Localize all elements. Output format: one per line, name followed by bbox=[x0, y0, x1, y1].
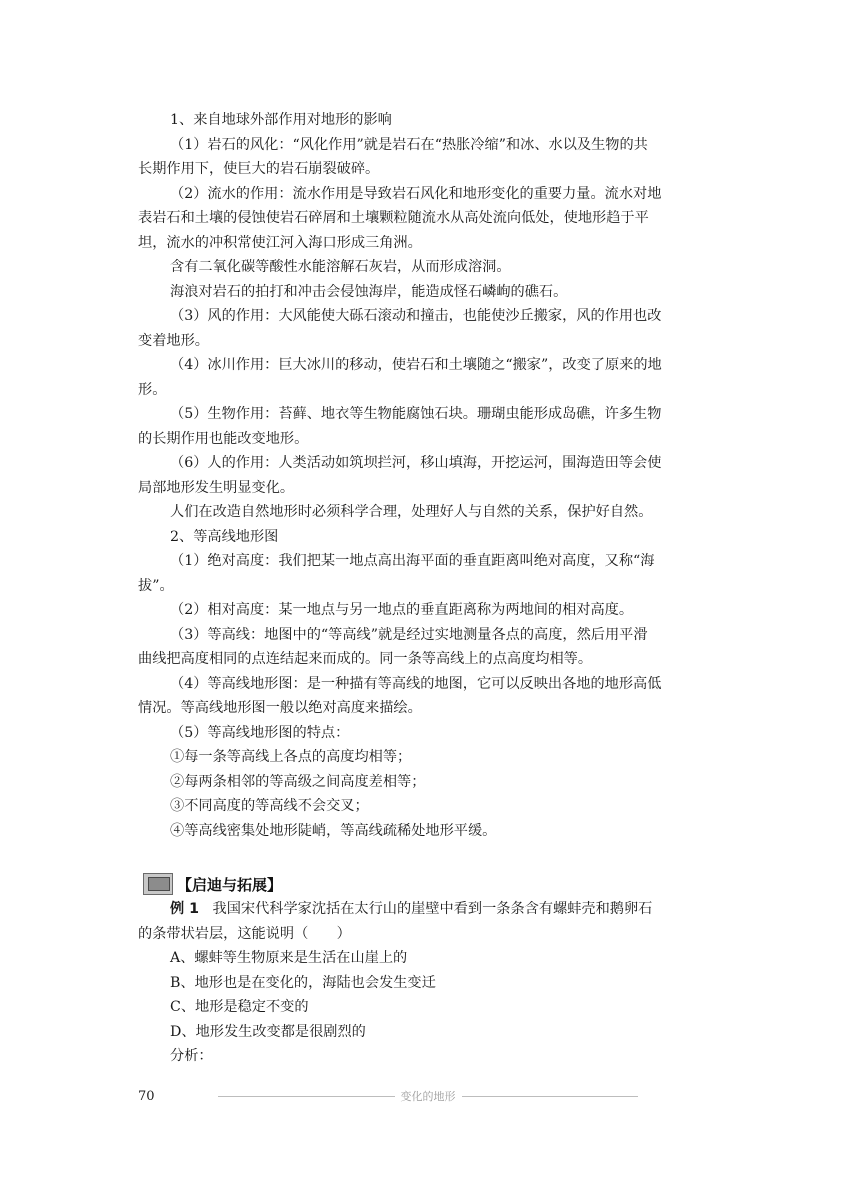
body-line: （4）等高线地形图：是一种描有等高线的地图，它可以反映出各地的地形高低 bbox=[170, 675, 662, 692]
example-question-line-2: 的条带状岩层，这能说明（ ） bbox=[138, 925, 351, 942]
example-block bbox=[138, 897, 698, 1069]
body-line: （1）绝对高度：我们把某一地点高出海平面的垂直距离叫绝对高度，又称“海 bbox=[170, 553, 655, 569]
body-line: ④等高线密集处地形陡峭，等高线疏稀处地形平缓。 bbox=[170, 822, 497, 839]
body-line: （6）人的作用：人类活动如筑坝拦河，移山填海，开挖运河，围海造田等会使 bbox=[170, 455, 662, 471]
option-a: A、螺蚌等生物原来是生活在山崖上的 bbox=[170, 950, 408, 966]
section-header bbox=[143, 872, 282, 896]
footer-rule-right bbox=[462, 1096, 639, 1097]
footer-rule-left bbox=[218, 1096, 395, 1097]
body-line: （4）冰川作用：巨大冰川的移动，使岩石和土壤随之“搬家”，改变了原来的地 bbox=[170, 357, 662, 373]
body-line: 长期作用下，使巨大的岩石崩裂破碎。 bbox=[138, 161, 380, 177]
body-line: 含有二氧化碳等酸性水能溶解石灰岩，从而形成溶洞。 bbox=[170, 259, 511, 275]
option-d: D、地形发生改变都是很剧烈的 bbox=[170, 1023, 366, 1040]
body-line: 拔”。 bbox=[138, 577, 174, 594]
body-line: 表岩石和土壤的侵蚀使岩石碎屑和土壤颗粒随流水从高处流向低处，使地形趋于平 bbox=[138, 210, 649, 226]
page-footer bbox=[138, 1086, 638, 1106]
body-line: （1）岩石的风化：“风化作用”就是岩石在“热胀冷缩”和冰、水以及生物的共 bbox=[170, 136, 648, 153]
example-label: 例 1 bbox=[170, 901, 199, 917]
body-line: ①每一条等高线上各点的高度均相等； bbox=[170, 749, 412, 765]
body-line: （2）流水的作用：流水作用是导致岩石风化和地形变化的重要力量。流水对地 bbox=[170, 185, 662, 202]
body-line: （5）等高线地形图的特点： bbox=[170, 724, 350, 741]
example-question-text: 我国宋代科学家沈括在太行山的崖壁中看到一条条含有螺蚌壳和鹅卵石 bbox=[212, 901, 653, 917]
analysis-label: 分析： bbox=[170, 1048, 213, 1064]
example-question-line-1 bbox=[138, 897, 698, 922]
page-number: 70 bbox=[138, 1088, 155, 1104]
body-line: 变着地形。 bbox=[138, 332, 209, 349]
body-line: ③不同高度的等高线不会交叉； bbox=[170, 798, 369, 814]
option-c: C、地形是稳定不变的 bbox=[170, 999, 309, 1015]
body-line: 1、来自地球外部作用对地形的影响 bbox=[170, 112, 392, 128]
body-line: 2、等高线地形图 bbox=[170, 528, 279, 545]
body-text bbox=[138, 108, 698, 843]
body-line: ②每两条相邻的等高级之间高度差相等； bbox=[170, 773, 426, 790]
body-line: （2）相对高度：某一地点与另一地点的垂直距离称为两地间的相对高度。 bbox=[170, 602, 634, 618]
chapter-title: 变化的地形 bbox=[400, 1090, 456, 1103]
body-line: 人们在改造自然地形时必须科学合理，处理好人与自然的关系，保护好自然。 bbox=[170, 504, 653, 520]
section-title: 【启迪与拓展】 bbox=[177, 875, 283, 894]
body-line: （3）等高线：地图中的“等高线”就是经过实地测量各点的高度，然后用平滑 bbox=[170, 626, 648, 643]
body-line: （3）风的作用：大风能使大砾石滚动和撞击，也能使沙丘搬家，风的作用也改 bbox=[170, 308, 662, 324]
body-line: 局部地形发生明显变化。 bbox=[138, 479, 295, 496]
body-line: （5）生物作用：苔藓、地衣等生物能腐蚀石块。珊瑚虫能形成岛礁，许多生物 bbox=[170, 406, 662, 422]
folder-icon bbox=[143, 873, 173, 895]
body-line: 曲线把高度相同的点连结起来而成的。同一条等高线上的点高度均相等。 bbox=[138, 651, 593, 667]
body-line: 海浪对岩石的拍打和冲击会侵蚀海岸，能造成怪石嶙峋的礁石。 bbox=[170, 283, 568, 300]
body-line: 坦，流水的冲积常使江河入海口形成三角洲。 bbox=[138, 234, 422, 251]
body-line: 形。 bbox=[138, 381, 167, 398]
body-line: 情况。等高线地形图一般以绝对高度来描绘。 bbox=[138, 700, 422, 716]
body-line: 的长期作用也能改变地形。 bbox=[138, 430, 309, 447]
option-b: B、地形也是在变化的，海陆也会发生变迁 bbox=[170, 974, 436, 991]
